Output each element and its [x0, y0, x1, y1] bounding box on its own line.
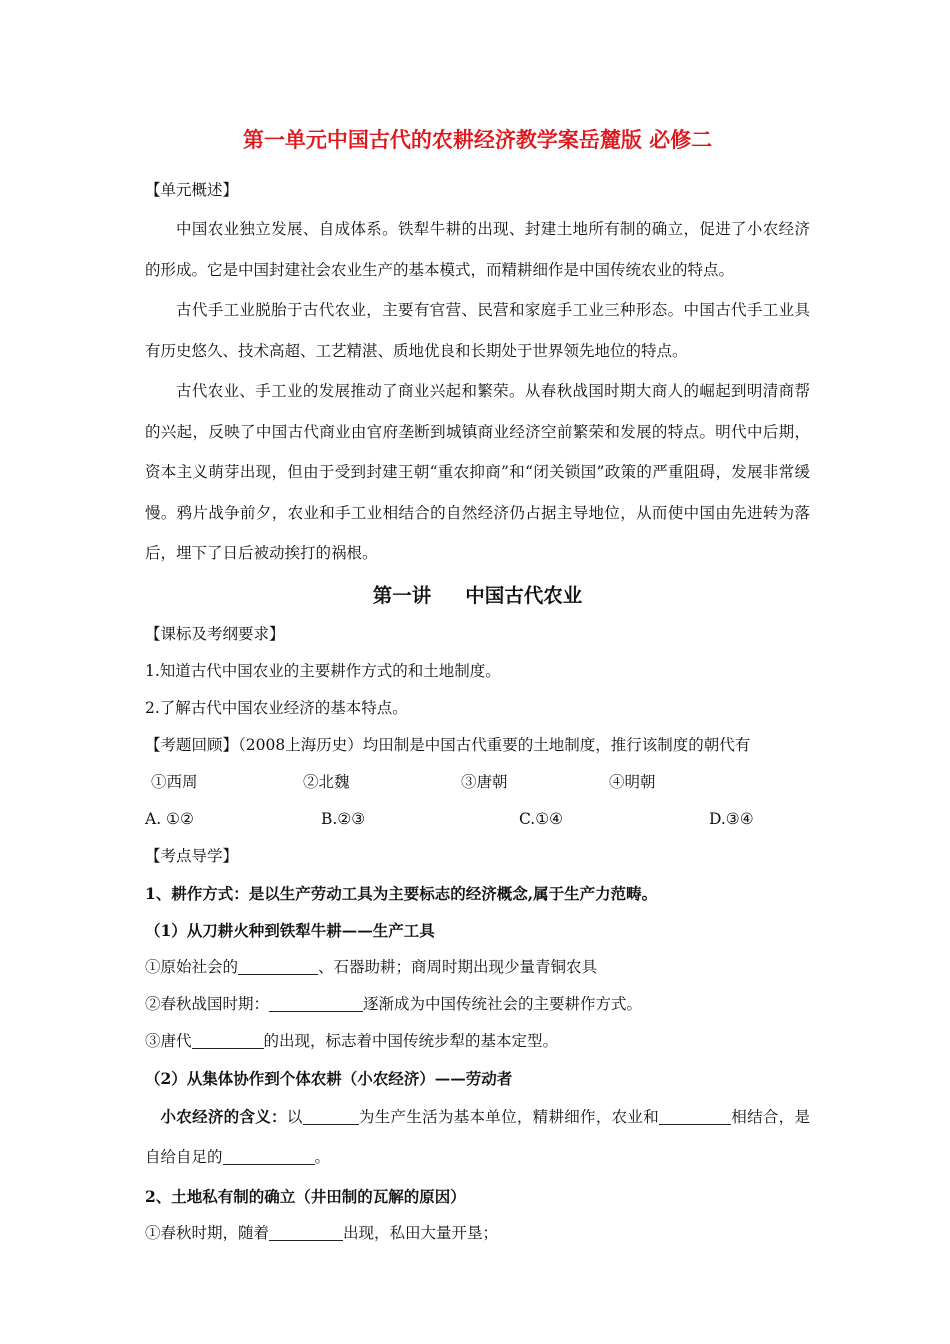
answer-choice-c: C.①④ [519, 809, 564, 828]
guide-point-2: 2、土地私有制的确立（井田制的瓦解的原因） [145, 1186, 466, 1206]
document-content [145, 120, 810, 1252]
review-option: ④明朝 [609, 772, 656, 791]
overview-paragraph: 古代手工业脱胎于古代农业，主要有官营、民营和家庭手工业三种形态。中国古代手工业具有历史悠久、技术高超、工艺精湛、质地优良和长期处于世界领先地位的特点。 [145, 301, 810, 360]
review-options [145, 764, 810, 801]
overview-paragraph: 古代农业、手工业的发展推动了商业兴起和繁荣。从春秋战国时期大商人的崛起到明清商帮的兴起，反映了中国古代商业由官府垄断到城镇商业经济空前繁荣和发展的特点。明代中后期，资本主义萌芽出现，但由于受到封建王朝“重农抑商”和“闭关锁国”政策的严重阻碍，发展非常缓慢。鸦片战争前夕，农业和手工业相结合的自然经济仍占据主导地位，从而使中国由先进转为落后，埋下了日后被动挨打的祸根。 [145, 382, 810, 562]
answer-blank [303, 1108, 359, 1125]
fill-blank-item: ②春秋战国时期： 逐渐成为中国传统社会的主要耕作方式。 [145, 994, 643, 1013]
small-peasant-definition: 小农经济的含义：以 为生产生活为基本单位，精耕细作，农业和 相结合，是自给自足的 。 [145, 1106, 810, 1166]
guide-heading: 【考点导学】 [145, 846, 239, 865]
review-heading: 【考题回顾】 [145, 735, 239, 754]
answer-blank [192, 1032, 264, 1049]
document-title: 第一单元中国古代的农耕经济教学案岳麓版 必修二 [242, 127, 713, 152]
requirement-item: 2.了解古代中国农业经济的基本特点。 [145, 698, 408, 717]
overview-paragraph: 中国农业独立发展、自成体系。铁犁牛耕的出现、封建土地所有制的确立，促进了小农经济的形成。它是中国封建社会农业生产的基本模式，而精耕细作是中国传统农业的特点。 [145, 220, 810, 279]
overview-heading: 【单元概述】 [145, 181, 239, 199]
review-option: ③唐朝 [461, 772, 508, 791]
review-question-text: （2008上海历史）均田制是中国古代重要的土地制度，推行该制度的朝代有 [238, 735, 751, 754]
review-option: ①西周 [151, 772, 198, 791]
fill-blank-item: ③唐代 的出现，标志着中国传统步犁的基本定型。 [145, 1031, 559, 1050]
review-choices [145, 801, 810, 838]
guide-point-1: 1、耕作方式：是以生产劳动工具为主要标志的经济概念,属于生产力范畴。 [145, 883, 658, 903]
lecture-title: 第一讲 中国古代农业 [372, 583, 583, 607]
answer-blank [238, 958, 318, 975]
answer-choice-a: A. ①② [145, 809, 194, 828]
answer-blank [223, 1149, 315, 1166]
answer-blank [659, 1108, 731, 1125]
answer-choice-d: D.③④ [709, 809, 754, 828]
answer-blank [269, 995, 363, 1012]
fill-blank-item: ①春秋时期，随着 出现，私田大量开垦； [145, 1223, 499, 1242]
review-option: ②北魏 [303, 772, 350, 791]
review-question [145, 727, 810, 764]
requirement-item: 1.知道古代中国农业的主要耕作方式的和土地制度。 [145, 661, 501, 680]
guide-subpoint-1: （1）从刀耕火种到铁犁牛耕——生产工具 [145, 920, 435, 940]
fill-blank-item: ①原始社会的 、石器助耕；商周时期出现少量青铜农具 [145, 957, 598, 976]
answer-blank [269, 1224, 343, 1241]
requirements-heading: 【课标及考纲要求】 [145, 624, 285, 643]
guide-subpoint-2: （2）从集体协作到个体农耕（小农经济）——劳动者 [145, 1068, 513, 1088]
answer-choice-b: B.②③ [321, 809, 366, 828]
